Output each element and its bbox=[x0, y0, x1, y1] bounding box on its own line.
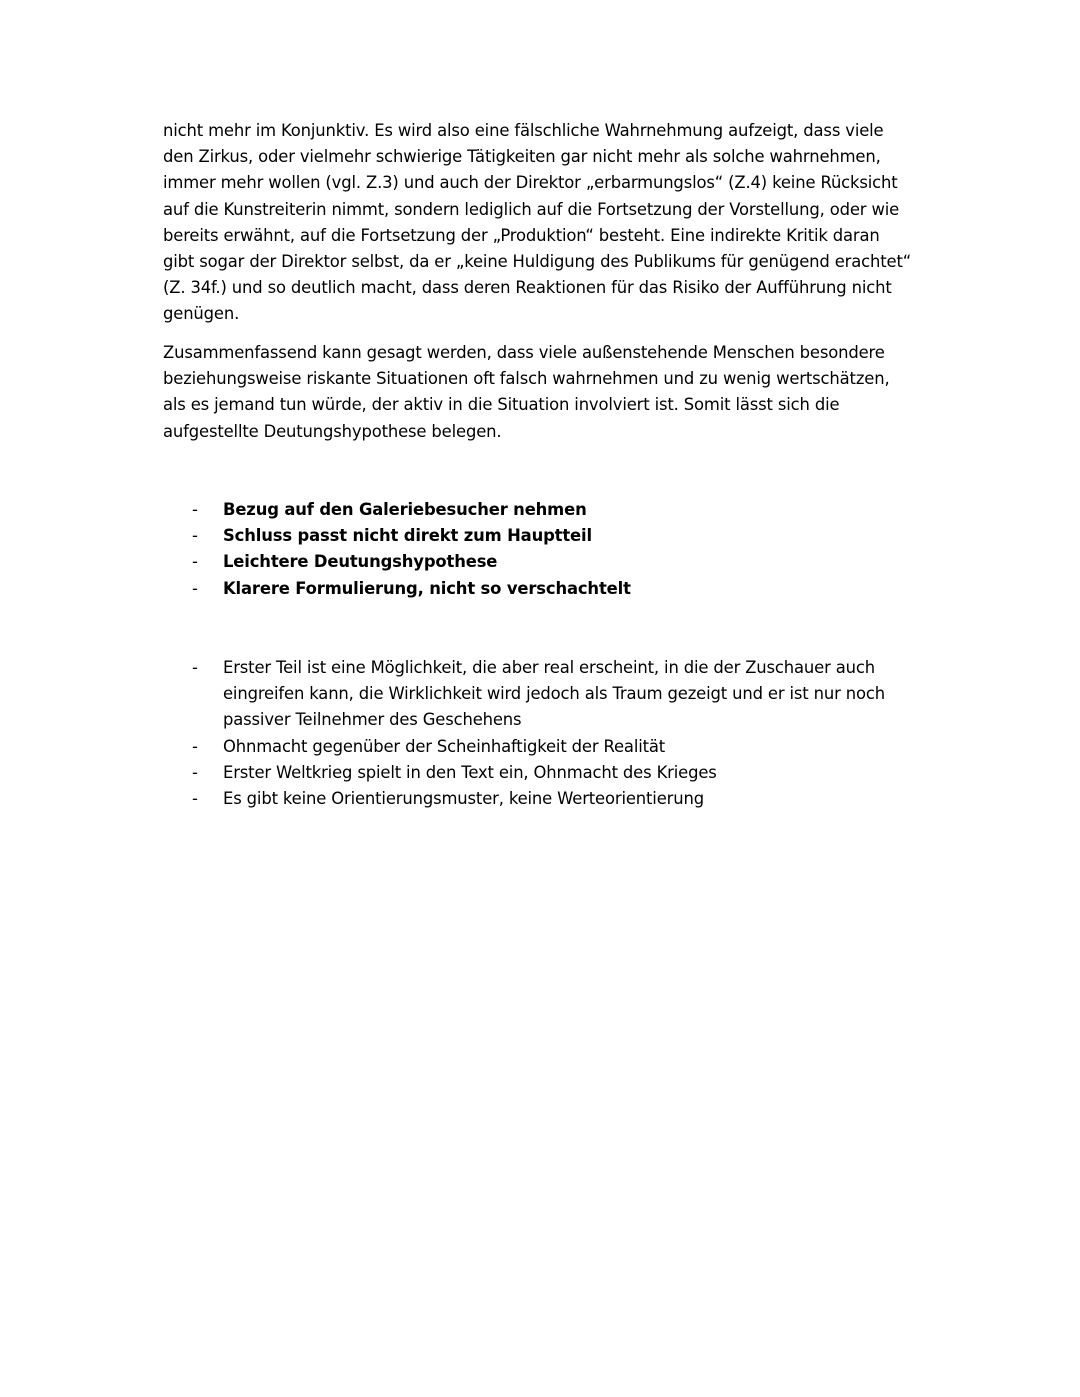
dash-bullet: - bbox=[192, 658, 198, 677]
list-item-text: Erster Teil ist eine Möglichkeit, die aber real erscheint, in die der Zuschauer auch bbox=[223, 658, 875, 677]
list-item bbox=[0, 655, 1080, 734]
list-item bbox=[0, 760, 1080, 786]
paragraph-line: beziehungsweise riskante Situationen oft falsch wahrnehmen und zu wenig wertschätzen, bbox=[163, 369, 890, 389]
notes-list bbox=[0, 655, 1080, 812]
paragraph-line: nicht mehr im Konjunktiv. Es wird also eine fälschliche Wahrnehmung aufzeigt, dass viele bbox=[163, 121, 884, 140]
list-item-text: Schluss passt nicht direkt zum Hauptteil bbox=[223, 526, 592, 546]
paragraph-line: genügen. bbox=[163, 304, 240, 324]
paragraph-line: Zusammenfassend kann gesagt werden, dass viele außenstehende Menschen besondere bbox=[163, 343, 885, 362]
paragraph-line: auf die Kunstreiterin nimmt, sondern lediglich auf die Fortsetzung der Vorstellung, oder wie bbox=[163, 199, 900, 219]
dash-bullet: - bbox=[192, 500, 198, 519]
list-item-text: Bezug auf den Galeriebesucher nehmen bbox=[223, 500, 587, 519]
dash-bullet: - bbox=[192, 552, 198, 572]
list-item bbox=[0, 786, 1080, 812]
list-item bbox=[0, 734, 1080, 760]
dash-bullet: - bbox=[192, 736, 198, 756]
paragraph-line: immer mehr wollen (vgl. Z.3) und auch der Direktor „erbarmungslos“ (Z.4) keine Rücksicht bbox=[163, 173, 898, 193]
list-item-text: eingreifen kann, die Wirklichkeit wird jedoch als Traum gezeigt und er ist nur noch bbox=[223, 684, 885, 704]
list-item-text: Ohnmacht gegenüber der Scheinhaftigkeit der Realität bbox=[223, 736, 666, 756]
list-item bbox=[0, 497, 1080, 523]
list-item-text: passiver Teilnehmer des Geschehens bbox=[223, 710, 522, 730]
dash-bullet: - bbox=[192, 789, 198, 809]
list-item bbox=[0, 523, 1080, 549]
paragraph-line: (Z. 34f.) und so deutlich macht, dass deren Reaktionen für das Risiko der Aufführung nicht bbox=[163, 278, 892, 298]
list-item bbox=[0, 549, 1080, 575]
feedback-list bbox=[0, 497, 1080, 602]
paragraph-line: den Zirkus, oder vielmehr schwierige Tätigkeiten gar nicht mehr als solche wahrnehmen, bbox=[163, 147, 881, 167]
list-item-text: Es gibt keine Orientierungsmuster, keine Werteorientierung bbox=[223, 789, 704, 809]
list-item-text: Erster Weltkrieg spielt in den Text ein, Ohnmacht des Krieges bbox=[223, 762, 717, 782]
paragraph-line: aufgestellte Deutungshypothese belegen. bbox=[163, 421, 502, 441]
list-item-text: Leichtere Deutungshypothese bbox=[223, 552, 498, 572]
analysis-paragraph bbox=[163, 118, 923, 328]
paragraph-line: bereits erwähnt, auf die Fortsetzung der „Produktion“ besteht. Eine indirekte Kritik daran bbox=[163, 225, 880, 245]
list-item bbox=[0, 576, 1080, 602]
dash-bullet: - bbox=[192, 526, 198, 546]
conclusion-paragraph bbox=[163, 340, 923, 445]
dash-bullet: - bbox=[192, 762, 198, 782]
paragraph-line: als es jemand tun würde, der aktiv in die Situation involviert ist. Somit lässt sich die bbox=[163, 395, 840, 415]
dash-bullet: - bbox=[192, 578, 198, 598]
list-item-text: Klarere Formulierung, nicht so verschachtelt bbox=[223, 578, 631, 598]
paragraph-line: gibt sogar der Direktor selbst, da er „keine Huldigung des Publikums für genügend erachtet“ bbox=[163, 252, 912, 272]
